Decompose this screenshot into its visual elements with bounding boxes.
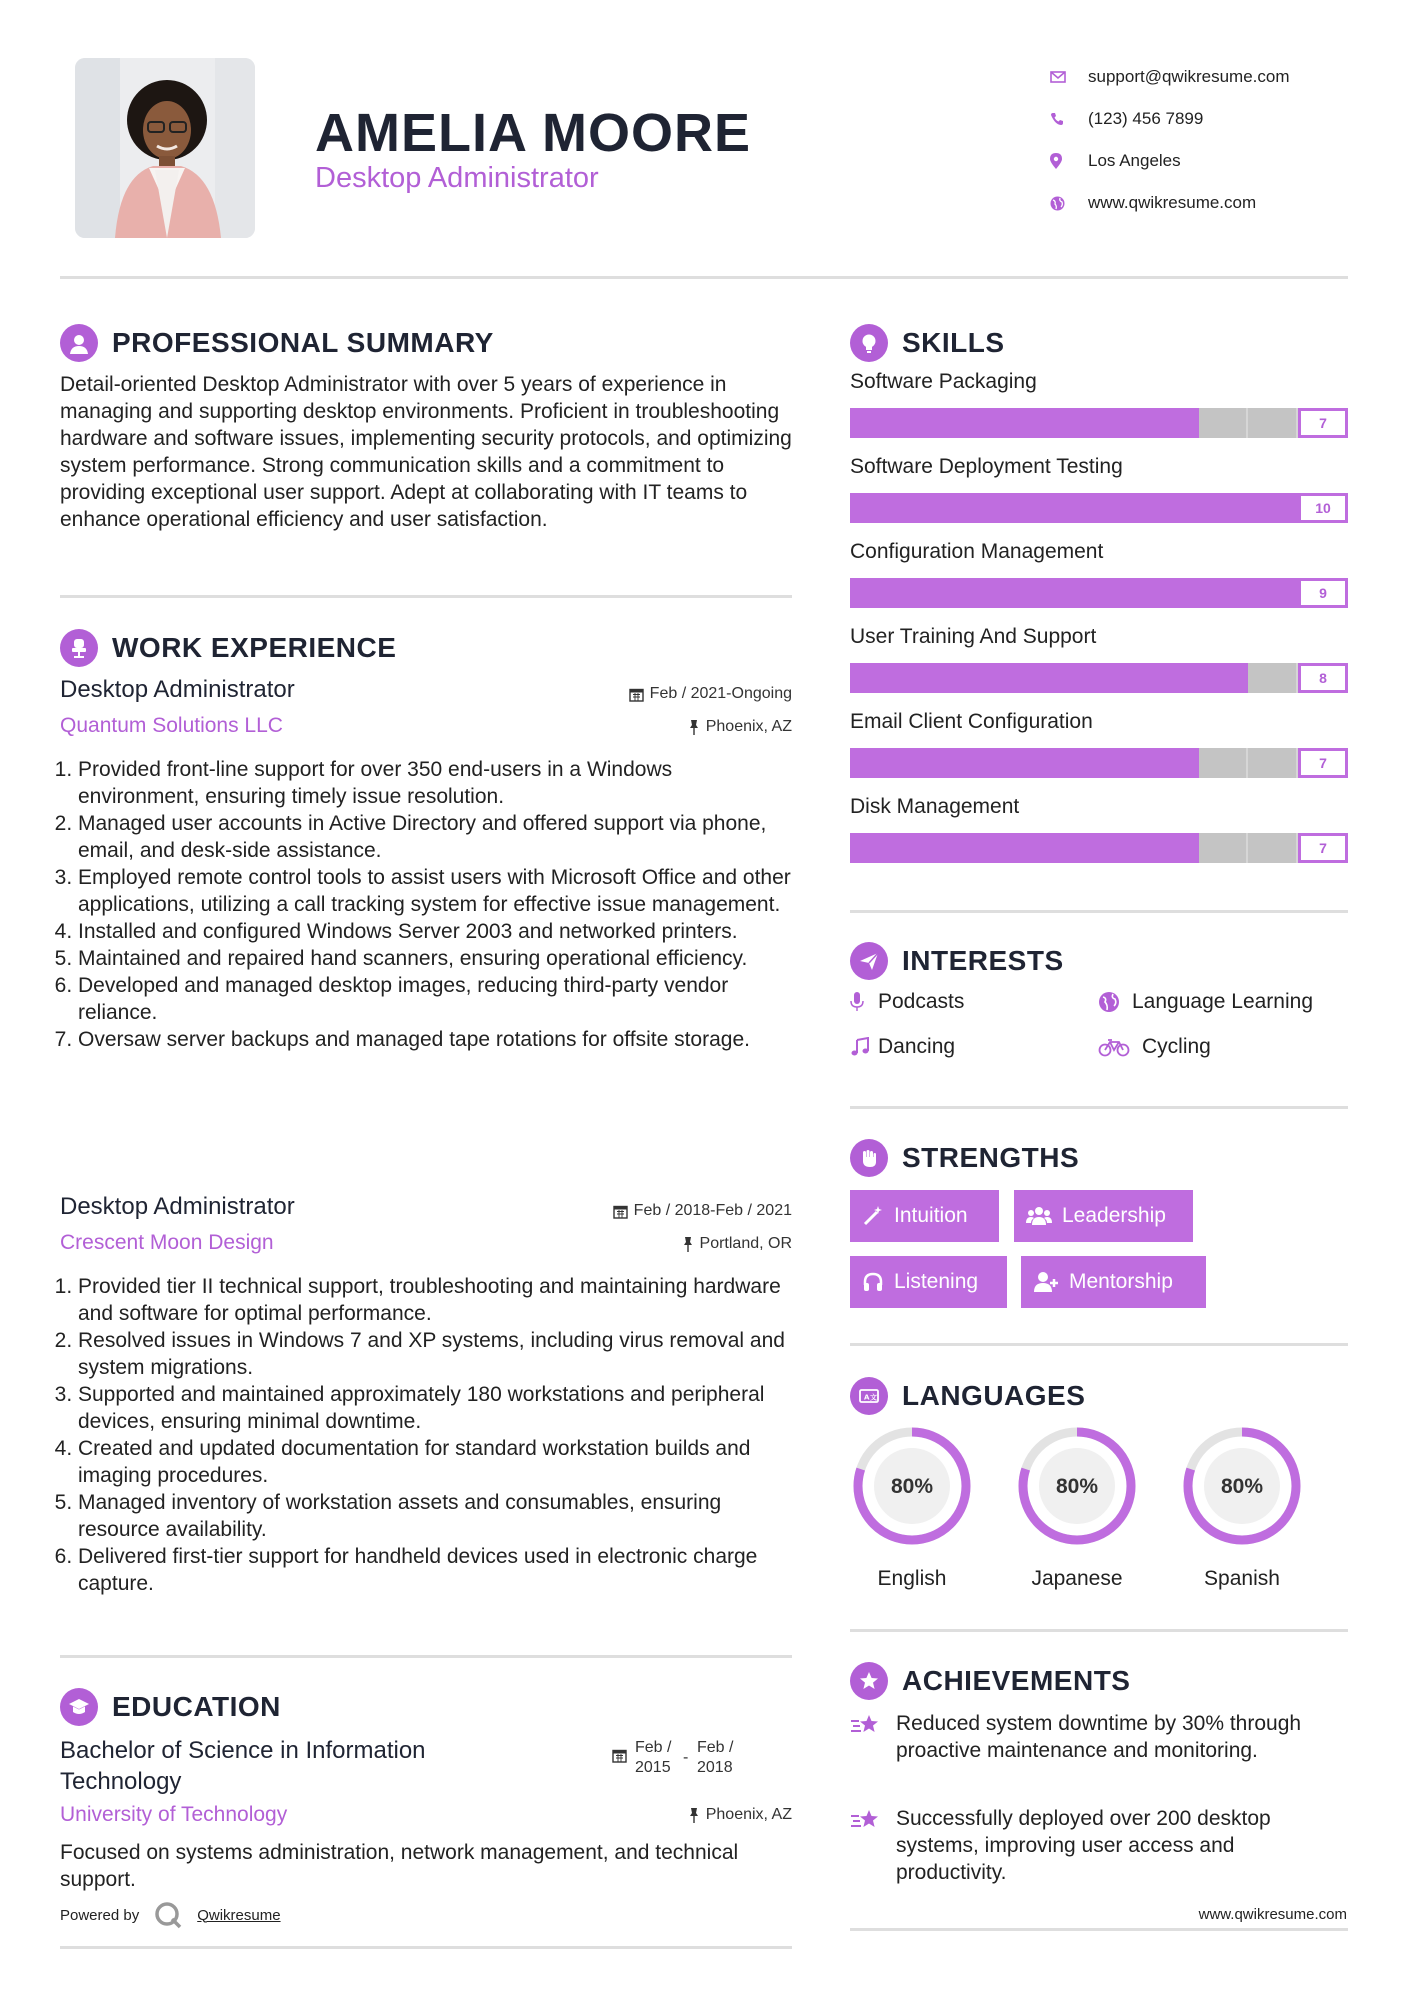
user-circle-icon [60, 324, 98, 362]
skill-bar-segment [999, 408, 1049, 438]
job-1-date [500, 685, 792, 703]
svg-text:文: 文 [870, 1393, 878, 1402]
summary-heading-text: PROFESSIONAL SUMMARY [112, 327, 494, 358]
languages-divider [850, 1629, 1348, 1632]
skill-bar-segment [850, 493, 900, 523]
strength-chip-listening [850, 1256, 1007, 1308]
language-name: Japanese [1031, 1567, 1123, 1590]
list-item: 6. Delivered first-tier support for handheld devices used in electronic charge capture. [78, 1543, 795, 1597]
fist-icon [850, 1139, 888, 1177]
job-2-location-text: Portland, OR [699, 1235, 792, 1252]
skill-bar [850, 748, 1348, 778]
phone-icon [1050, 112, 1088, 126]
skill-bar-segment [1099, 833, 1149, 863]
skill-bar-segment [1248, 493, 1298, 523]
language-progress-ring [850, 1424, 974, 1548]
language-percent: 80% [1055, 1475, 1099, 1498]
skill-bar-segment [999, 663, 1049, 693]
graduation-cap-icon [60, 1688, 98, 1726]
job-1-bullets [53, 756, 795, 1053]
interest-dancing [850, 1035, 955, 1059]
skill-score: 7 [1298, 833, 1348, 863]
strengths-divider [850, 1343, 1348, 1346]
qwikresume-link[interactable]: Qwikresume [197, 1906, 281, 1924]
achievement-2 [850, 1805, 1320, 1886]
list-item: 3. Employed remote control tools to assist users with Microsoft Office and other applications, utilizing a call tracking system for effective issue management. [78, 864, 795, 918]
interest-language-learning [1098, 990, 1313, 1014]
skills-heading [850, 324, 1005, 362]
music-icon [850, 1037, 878, 1057]
pin-icon [688, 1807, 700, 1823]
skill-bar-segment [950, 663, 1000, 693]
strengths-heading-text: STRENGTHS [902, 1142, 1080, 1173]
job-1-company: Quantum Solutions LLC [60, 714, 283, 737]
list-item: 6. Developed and managed desktop images, reducing third-party vendor reliance. [78, 972, 795, 1026]
interests-heading-text: INTERESTS [902, 945, 1064, 976]
skill-bar-segment [999, 493, 1049, 523]
skill-bar-segment [900, 663, 950, 693]
contact-phone-text: (123) 456 7899 [1088, 109, 1204, 128]
skill-bar-segment [950, 493, 1000, 523]
list-item: 5. Managed inventory of workstation assets and consumables, ensuring resource availability. [78, 1489, 795, 1543]
contact-location-text: Los Angeles [1088, 151, 1181, 170]
skill-bar-segment [1248, 663, 1298, 693]
interest-label: Language Learning [1132, 990, 1314, 1013]
skill-bar-segment [850, 663, 900, 693]
summary-heading [60, 324, 494, 362]
education-description: Focused on systems administration, network management, and technical support. [60, 1841, 739, 1891]
envelope-icon [1050, 71, 1088, 83]
skill-bar-segment [1099, 493, 1149, 523]
language-progress-ring [1015, 1424, 1139, 1548]
achievement-1 [850, 1710, 1320, 1764]
skill-bar-segment [850, 578, 900, 608]
interests-divider [850, 1106, 1348, 1109]
skill-score: 7 [1298, 408, 1348, 438]
experience-heading-text: WORK EXPERIENCE [112, 632, 397, 663]
skill-bar-segment [999, 578, 1049, 608]
calendar-icon [629, 687, 644, 702]
star-badge-icon [850, 1662, 888, 1700]
powered-by-text: Powered by [60, 1906, 140, 1924]
list-item: 7. Oversaw server backups and managed tape rotations for offsite storage. [78, 1026, 795, 1053]
list-item: 4. Installed and configured Windows Server 2003 and networked printers. [78, 918, 795, 945]
skill-bar-segment [850, 408, 900, 438]
skill-bar-segment [999, 833, 1049, 863]
interest-label: Dancing [878, 1035, 956, 1058]
candidate-title: Desktop Administrator [315, 162, 599, 194]
footer-divider-left [60, 1946, 792, 1949]
microphone-icon [850, 992, 878, 1012]
language-progress-ring [1180, 1424, 1304, 1548]
skill-bar-segment [900, 578, 950, 608]
skill-label: User Training And Support [850, 625, 1097, 648]
languages-heading-text: LANGUAGES [902, 1380, 1086, 1411]
skill-bar-segment [999, 748, 1049, 778]
list-item: 3. Supported and maintained approximately 180 workstations and peripheral devices, ensuring minimal downtime. [78, 1381, 795, 1435]
skill-bar-segment [1248, 408, 1298, 438]
strength-chip-mentorship [1021, 1256, 1206, 1308]
briefcase-chair-icon [60, 629, 98, 667]
skills-heading-text: SKILLS [902, 327, 1005, 358]
skill-score: 7 [1298, 748, 1348, 778]
paper-plane-icon [850, 942, 888, 980]
candidate-name: AMELIA MOORE [315, 103, 751, 163]
skill-bar-segment [1199, 833, 1249, 863]
skill-bar-segment [900, 748, 950, 778]
calendar-icon [613, 1204, 628, 1219]
achievements-heading-text: ACHIEVEMENTS [902, 1665, 1131, 1696]
strength-chip-intuition [850, 1190, 999, 1242]
achievement-text: Reduced system downtime by 30% through proactive maintenance and monitoring. [896, 1712, 1302, 1762]
strength-chip-leadership [1014, 1190, 1193, 1242]
contact-website[interactable] [1050, 182, 1370, 224]
job-2-date [500, 1202, 792, 1220]
skill-bar-segment [950, 833, 1000, 863]
list-item: 1. Provided front-line support for over 350 end-users in a Windows environment, ensuring timely issue resolution. [78, 756, 795, 810]
skill-bar-segment [1199, 748, 1249, 778]
skill-bar-segment [1248, 748, 1298, 778]
footer-divider-right [850, 1928, 1348, 1931]
interest-cycling [1098, 1035, 1211, 1059]
education-date [612, 1738, 745, 1778]
education-location-text: Phoenix, AZ [705, 1806, 792, 1823]
job-2-date-text: Feb / 2018-Feb / 2021 [633, 1202, 792, 1219]
strengths-heading [850, 1139, 1079, 1177]
job-2-location [500, 1235, 792, 1253]
contact-email-text: support@qwikresume.com [1088, 67, 1290, 86]
contact-location [1050, 140, 1370, 182]
strength-label: Listening [894, 1270, 979, 1293]
education-date-separator: - [683, 1749, 689, 1766]
header-divider [60, 276, 1348, 279]
job-2-company: Crescent Moon Design [60, 1231, 274, 1254]
skill-bar-segment [850, 833, 900, 863]
skill-bar-segment [1049, 578, 1099, 608]
svg-text:A: A [864, 1393, 870, 1402]
list-item: 1. Provided tier II technical support, troubleshooting and maintaining hardware and software for optimal performance. [78, 1273, 795, 1327]
interest-podcasts [850, 990, 964, 1014]
profile-photo-image [75, 58, 255, 238]
contact-phone[interactable] [1050, 98, 1370, 140]
language-spanish [1180, 1424, 1304, 1591]
skill-label: Software Deployment Testing [850, 455, 1123, 478]
list-item: 4. Created and updated documentation for standard workstation builds and imaging procedures. [78, 1435, 795, 1489]
contact-website-text: www.qwikresume.com [1088, 193, 1257, 212]
contact-list [1050, 56, 1370, 224]
pin-icon [688, 719, 700, 735]
languages-heading [850, 1377, 1085, 1415]
footer-website[interactable]: www.qwikresume.com [1198, 1906, 1347, 1923]
skill-bar-segment [1199, 663, 1249, 693]
skill-bar-segment [1149, 663, 1199, 693]
summary-text: Detail-oriented Desktop Administrator with over 5 years of experience in managing and supporting desktop environments. Proficient in troubleshooting hardware and software issues, implementing security protocols, and optimizing system performance. Strong communication skills and a commitment to providing exceptional user support. Adept at collaborating with IT teams to enhance operational efficiency and user satisfaction. [60, 373, 792, 531]
language-english [850, 1424, 974, 1591]
skill-bar [850, 578, 1348, 608]
achievement-text: Successfully deployed over 200 desktop systems, improving user access and productivity. [896, 1807, 1271, 1884]
education-school: University of Technology [60, 1803, 288, 1826]
list-item: 2. Resolved issues in Windows 7 and XP systems, including virus removal and system migrations. [78, 1327, 795, 1381]
skill-bar-segment [1199, 578, 1249, 608]
shooting-star-icon [850, 1805, 896, 1886]
skill-bar [850, 833, 1348, 863]
qwikresume-logo-icon [153, 1900, 183, 1930]
skill-bar-segment [950, 748, 1000, 778]
skill-label: Disk Management [850, 795, 1020, 818]
users-icon [1026, 1205, 1052, 1227]
experience-divider [60, 1655, 792, 1658]
skill-bar [850, 663, 1348, 693]
headphones-icon [862, 1271, 884, 1293]
skill-bar-segment [1049, 833, 1099, 863]
strength-label: Leadership [1062, 1204, 1166, 1227]
skill-bar-segment [1248, 833, 1298, 863]
skill-bar-segment [1049, 408, 1099, 438]
skill-score: 9 [1298, 578, 1348, 608]
list-item: 5. Maintained and repaired hand scanners, ensuring operational efficiency. [78, 945, 795, 972]
strength-label: Intuition [894, 1204, 968, 1227]
language-percent: 80% [1220, 1475, 1264, 1498]
skill-bar-segment [1049, 493, 1099, 523]
user-plus-icon [1033, 1271, 1059, 1293]
summary-divider [60, 595, 792, 598]
skill-bar-segment [950, 578, 1000, 608]
interests-heading [850, 942, 1064, 980]
skill-bar-segment [1099, 408, 1149, 438]
globe-icon [1098, 991, 1132, 1013]
language-percent: 80% [890, 1475, 934, 1498]
skill-bar-segment [1149, 833, 1199, 863]
contact-email[interactable] [1050, 56, 1370, 98]
education-date-start: Feb / 2015 [635, 1739, 672, 1776]
skill-bar-segment [1049, 663, 1099, 693]
skill-bar-segment [1099, 663, 1149, 693]
skill-bar-segment [1099, 748, 1149, 778]
skill-bar-segment [1149, 408, 1199, 438]
language-name: Spanish [1204, 1567, 1280, 1590]
job-1-location-text: Phoenix, AZ [705, 718, 792, 735]
achievements-heading [850, 1662, 1130, 1700]
skill-label: Software Packaging [850, 370, 1037, 393]
bicycle-icon [1098, 1037, 1142, 1057]
strength-label: Mentorship [1069, 1270, 1173, 1293]
education-heading [60, 1688, 281, 1726]
job-1-location [500, 718, 792, 736]
skill-bar-segment [1199, 493, 1249, 523]
skill-bar-segment [950, 408, 1000, 438]
interest-label: Cycling [1142, 1035, 1211, 1058]
skill-bar-segment [1099, 578, 1149, 608]
skill-bar-segment [1149, 748, 1199, 778]
map-pin-icon [1050, 153, 1088, 169]
skill-bar-segment [1049, 748, 1099, 778]
skill-bar-segment [1199, 408, 1249, 438]
skill-bar-segment [1149, 578, 1199, 608]
skill-bar-segment [1149, 493, 1199, 523]
skill-score: 10 [1298, 493, 1348, 523]
lightbulb-icon [850, 324, 888, 362]
skill-bar-segment [900, 493, 950, 523]
skill-bar [850, 493, 1348, 523]
calendar-icon [612, 1748, 627, 1763]
skill-score: 8 [1298, 663, 1348, 693]
pin-icon [682, 1236, 694, 1252]
education-location [500, 1806, 792, 1824]
skill-bar-segment [900, 833, 950, 863]
skill-bar-segment [900, 408, 950, 438]
profile-photo [75, 58, 255, 238]
skill-label: Configuration Management [850, 540, 1104, 563]
interest-label: Podcasts [878, 990, 965, 1013]
education-heading-text: EDUCATION [112, 1691, 281, 1722]
language-name: English [877, 1567, 947, 1590]
education-date-end: Feb / 2018 [697, 1739, 734, 1776]
skills-divider [850, 910, 1348, 913]
job-1-date-text: Feb / 2021-Ongoing [649, 685, 792, 702]
skill-label: Email Client Configuration [850, 710, 1093, 733]
globe-icon [1050, 196, 1088, 211]
education-degree: Bachelor of Science in Information Technology [60, 1737, 426, 1795]
powered-by [60, 1900, 281, 1930]
list-item: 2. Managed user accounts in Active Directory and offered support via phone, email, and desk-side assistance. [78, 810, 795, 864]
language-icon [850, 1377, 888, 1415]
job-1-title: Desktop Administrator [60, 676, 295, 703]
experience-heading [60, 629, 396, 667]
skill-bar-segment [1248, 578, 1298, 608]
shooting-star-icon [850, 1710, 896, 1764]
job-2-title: Desktop Administrator [60, 1193, 295, 1220]
skill-bar-segment [850, 748, 900, 778]
language-japanese [1015, 1424, 1139, 1591]
skill-bar [850, 408, 1348, 438]
job-2-bullets [53, 1273, 795, 1597]
magic-wand-icon [862, 1205, 884, 1227]
